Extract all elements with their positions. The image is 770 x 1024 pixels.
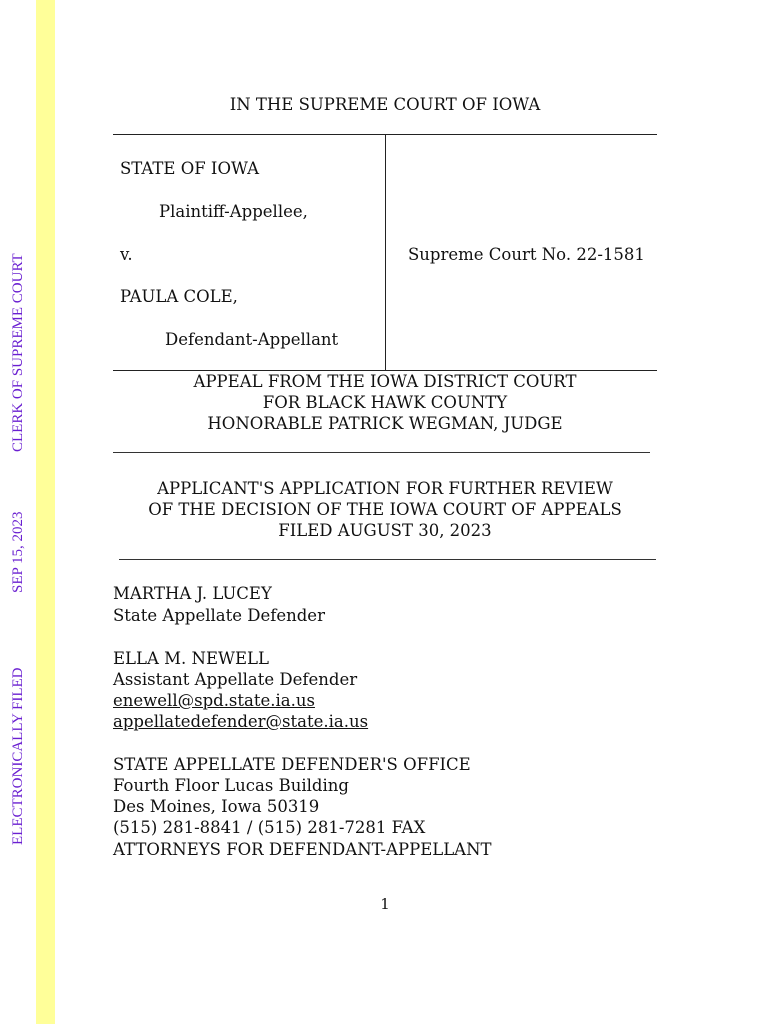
title-line-3: FILED AUGUST 30, 2023 xyxy=(278,521,492,540)
plaintiff-name: STATE OF IOWA xyxy=(120,159,260,178)
office-role: ATTORNEYS FOR DEFENDANT-APPELLANT xyxy=(113,840,492,859)
section-rule-1 xyxy=(113,452,650,453)
office-phone: (515) 281-8841 / (515) 281-7281 FAX xyxy=(113,818,426,837)
court-heading: IN THE SUPREME COURT OF IOWA xyxy=(229,95,541,114)
appeal-from-line-2: FOR BLACK HAWK COUNTY xyxy=(262,393,508,412)
defendant-name: PAULA COLE, xyxy=(120,287,238,306)
office-address-1: Fourth Floor Lucas Building xyxy=(113,776,349,795)
caption-divider xyxy=(385,134,386,370)
counsel-name-1: MARTHA J. LUCEY xyxy=(113,584,272,603)
title-line-2: OF THE DECISION OF THE IOWA COURT OF APPEALS xyxy=(148,500,622,519)
office-address-2: Des Moines, Iowa 50319 xyxy=(113,797,320,816)
case-number: Supreme Court No. 22-1581 xyxy=(408,245,645,264)
caption-bottom-rule xyxy=(113,370,657,371)
counsel-email-2[interactable]: appellatedefender@state.ia.us xyxy=(113,712,369,731)
plaintiff-role: Plaintiff-Appellee, xyxy=(159,202,308,221)
page-number: 1 xyxy=(380,895,390,913)
office-name: STATE APPELLATE DEFENDER'S OFFICE xyxy=(113,755,471,774)
appeal-from-line-1: APPEAL FROM THE IOWA DISTRICT COURT xyxy=(193,372,577,391)
appeal-from-line-3: HONORABLE PATRICK WEGMAN, JUDGE xyxy=(207,414,563,433)
title-line-1: APPLICANT'S APPLICATION FOR FURTHER REVIEW xyxy=(157,479,613,498)
counsel-name-2: ELLA M. NEWELL xyxy=(113,649,269,668)
counsel-title-2: Assistant Appellate Defender xyxy=(113,670,358,689)
counsel-title-1: State Appellate Defender xyxy=(113,606,325,625)
section-rule-2 xyxy=(119,559,656,560)
defendant-role: Defendant-Appellant xyxy=(165,330,339,349)
counsel-email-1[interactable]: enewell@spd.state.ia.us xyxy=(113,691,315,710)
versus: v. xyxy=(120,245,133,264)
